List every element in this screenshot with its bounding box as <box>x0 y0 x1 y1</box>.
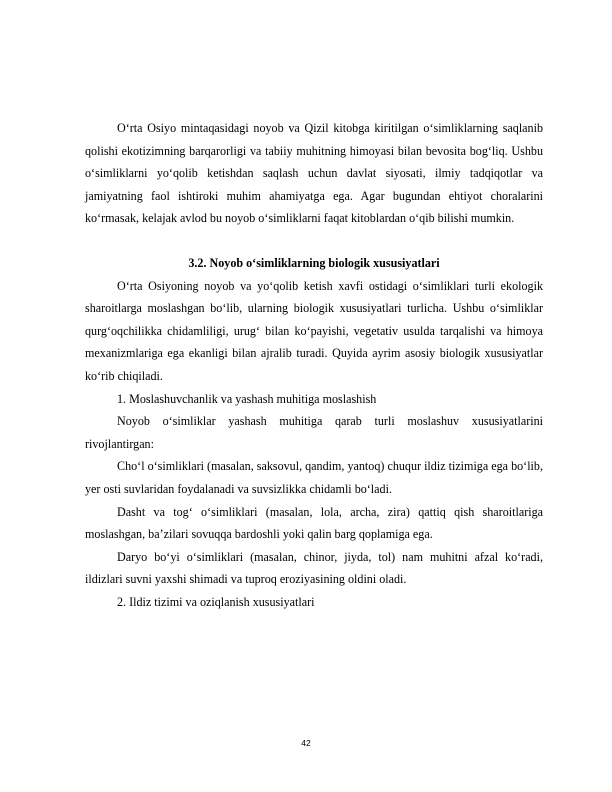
section-heading: 3.2. Noyob o‘simliklarning biologik xususiyatlari <box>188 255 440 270</box>
item2-title: 2. Ildiz tizimi va oziqlanish xususiyatlari <box>117 594 315 609</box>
steppe-mountain-plants-paragraph: Dasht va tog‘ o‘simliklari (masalan, lola, archa, zira) qattiq qish sharoitlariga moslashgan, ba’zilari sovuqqa bardoshli yoki qalin barg qoplamiga ega. <box>85 504 543 542</box>
document-body <box>85 117 543 613</box>
riverside-plants-paragraph: Daryo bo‘yi o‘simliklari (masalan, chinor, jiyda, tol) nam muhitni afzal ko‘radi, ildizlari suvni yaxshi shimadi va tuproq eroziyasining oldini oladi. <box>85 549 543 587</box>
section-intro-paragraph: O‘rta Osiyoning noyob va yo‘qolib ketish xavfi ostidagi o‘simliklari turli ekologik sharoitlarga moslashgan bo‘lib, ularning biologik xususiyatlari turlicha. Ushbu o‘simliklar qurg‘oqchilikka chidamliligi, urug‘ bilan ko‘payishi, vegetativ usulda tarqalishi va himoya mexanizmlariga ega ekanligi bilan ajralib turadi. Quyida ayrim asosiy biologik xususiyatlar ko‘rib chiqiladi. <box>85 278 543 383</box>
desert-plants-paragraph: Cho‘l o‘simliklari (masalan, saksovul, qandim, yantoq) chuqur ildiz tizimiga ega bo‘lib, yer osti suvlaridan foydalanadi va suvsizlikka chidamli bo‘ladi. <box>85 459 543 496</box>
intro-paragraph: O‘rta Osiyo mintaqasidagi noyob va Qizil kitobga kiritilgan o‘simliklarning saqlanib qolishi ekotizimning barqarorligi va tabiiy muhitning himoyasi bilan bevosita bog‘liq. Ushbu o‘simliklarni yo‘qolib ketishdan saqlash uchun davlat siyosati, ilmiy tadqiqotlar va jamiyatning faol ishtiroki muhim ahamiyatga ega. Agar bugundan ehtiyot choralarini ko‘rmasak, kelajak avlod bu noyob o‘simliklarni faqat kitoblardan o‘qib bilishi mumkin. <box>85 121 543 226</box>
item1-intro-paragraph: Noyob o‘simliklar yashash muhitiga qarab turli moslashuv xususiyatlarini rivojlantirgan: <box>85 414 543 451</box>
page-number: 42 <box>301 738 311 748</box>
item1-title: 1. Moslashuvchanlik va yashash muhitiga moslashish <box>117 391 377 406</box>
